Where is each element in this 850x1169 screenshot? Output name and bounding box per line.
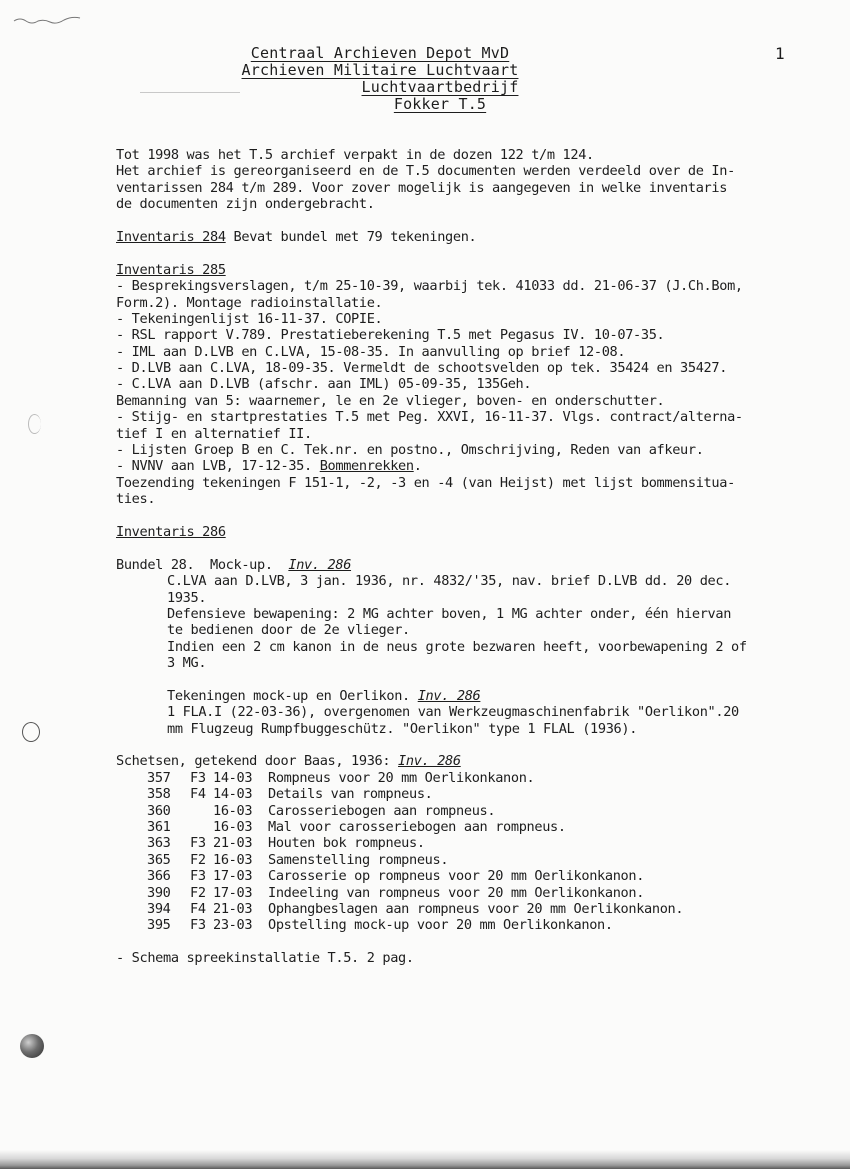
inv285-nvnv-line: - NVNV aan LVB, 17-12-35. Bommenrekken. bbox=[116, 458, 422, 475]
schets-number: 394 bbox=[147, 900, 171, 917]
bundel-detail: Indien een 2 cm kanon in de neus grote bezwaren heeft, voorbewapening 2 of bbox=[167, 638, 747, 655]
intro-line: Tot 1998 was het T.5 archief verpakt in de dozen 122 t/m 124. bbox=[116, 147, 594, 163]
punch-hole bbox=[20, 1034, 44, 1058]
schets-number: 363 bbox=[147, 835, 171, 852]
header-line-1: Centraal Archieven Depot MvD bbox=[250, 44, 510, 62]
punch-hole bbox=[22, 722, 40, 742]
schets-format: F2 bbox=[190, 851, 206, 868]
schets-row bbox=[116, 770, 816, 786]
schets-format: F3 bbox=[190, 769, 206, 786]
schets-description: Carosseriebogen aan rompneus. bbox=[268, 802, 496, 819]
schets-date: 17-03 bbox=[213, 868, 253, 885]
schets-date: 14-03 bbox=[213, 769, 253, 786]
bundel-line: Bundel 28. Mock-up. Inv. 286 bbox=[116, 556, 352, 573]
inv-ref: Inv. 286 bbox=[288, 556, 352, 573]
schets-description: Rompneus voor 20 mm Oerlikonkanon. bbox=[268, 769, 535, 786]
schets-date: 16-03 bbox=[213, 819, 253, 836]
tekeningen-detail: 1 FLA.I (22-03-36), overgenomen van Werkzeugmaschinenfabrik "Oerlikon".20 bbox=[167, 704, 739, 721]
schets-description: Opstelling mock-up voor 20 mm Oerlikonkanon. bbox=[268, 917, 613, 934]
inv285-line: - Lijsten Groep B en C. Tek.nr. en postno., Omschrijving, Reden van afkeur. bbox=[116, 442, 704, 459]
schets-description: Mal voor carosseriebogen aan rompneus. bbox=[268, 819, 566, 836]
schets-number: 360 bbox=[147, 802, 171, 819]
inv285-line: - Besprekingsverslagen, t/m 25-10-39, waarbij tek. 41033 dd. 21-06-37 (J.Ch.Bom, bbox=[116, 278, 743, 295]
schets-row bbox=[116, 786, 816, 802]
schets-format bbox=[177, 819, 213, 835]
schets-description: Carosserie op rompneus voor 20 mm Oerlikonkanon. bbox=[268, 868, 645, 885]
schets-date: 23-03 bbox=[213, 917, 253, 934]
schets-number: 357 bbox=[147, 769, 171, 786]
schets-format: F4 bbox=[190, 786, 206, 803]
inv285-line: - IML aan D.LVB en C.LVA, 15-08-35. In aanvulling op brief 12-08. bbox=[116, 343, 626, 360]
bundel-detail: C.LVA aan D.LVB, 3 jan. 1936, nr. 4832/'35, nav. brief D.LVB dd. 20 dec. bbox=[167, 573, 732, 590]
inventaris-284 bbox=[116, 229, 816, 245]
schets-number: 395 bbox=[147, 917, 171, 934]
schets-row bbox=[116, 819, 816, 835]
inv285-line: tief I en alternatief II. bbox=[116, 425, 312, 442]
schets-row bbox=[116, 868, 816, 884]
inventaris-286-heading: Inventaris 286 bbox=[116, 523, 226, 540]
tekeningen-detail: mm Flugzeug Rumpfbuggeschütz. "Oerlikon" type 1 FLAL (1936). bbox=[167, 720, 638, 737]
bundel-detail: Defensieve bewapening: 2 MG achter boven, 1 MG achter onder, één hiervan bbox=[167, 605, 732, 622]
intro-line: Het archief is gereorganiseerd en de T.5 documenten werden verdeeld over de In- bbox=[116, 163, 735, 180]
inv285-line: - Tekeningenlijst 16-11-37. COPIE. bbox=[116, 310, 383, 327]
schets-description: Houten bok rompneus. bbox=[268, 835, 425, 852]
header-line-4: Fokker T.5 bbox=[393, 95, 487, 113]
schets-number: 361 bbox=[147, 819, 171, 836]
schets-date: 21-03 bbox=[213, 900, 253, 917]
tekeningen-line: Tekeningen mock-up en Oerlikon. Inv. 286 bbox=[167, 687, 481, 704]
header-line-2: Archieven Militaire Luchtvaart bbox=[241, 61, 519, 79]
schets-description: Indeeling van rompneus voor 20 mm Oerlikonkanon. bbox=[268, 884, 645, 901]
schets-date: 16-03 bbox=[213, 802, 253, 819]
schets-format: F4 bbox=[190, 900, 206, 917]
schets-date: 21-03 bbox=[213, 835, 253, 852]
schets-row bbox=[116, 852, 816, 868]
intro-line: ventarissen 284 t/m 289. Voor zover mogelijk is aangegeven in welke inventaris bbox=[116, 179, 728, 196]
inv285-line: - C.LVA aan D.LVB (afschr. aan IML) 05-09-35, 135Geh. bbox=[116, 376, 532, 393]
schetsen-list bbox=[116, 770, 816, 934]
schets-date: 17-03 bbox=[213, 884, 253, 901]
schets-number: 390 bbox=[147, 884, 171, 901]
schema-line: - Schema spreekinstallatie T.5. 2 pag. bbox=[116, 950, 414, 967]
inv285-line: Toezending tekeningen F 151-1, -2, -3 en -4 (van Heijst) met lijst bommensitua- bbox=[116, 474, 735, 491]
inv285-line: - Stijg- en startprestaties T.5 met Peg. XXVI, 16-11-37. Vlgs. contract/alterna- bbox=[116, 409, 743, 426]
bommenrekken-link: Bommenrekken bbox=[319, 458, 414, 475]
inv285-line: - RSL rapport V.789. Prestatieberekening T.5 met Pegasus IV. 10-07-35. bbox=[116, 327, 665, 344]
schets-format: F3 bbox=[190, 917, 206, 934]
schets-row bbox=[116, 885, 816, 901]
inv285-line: Bemanning van 5: waarnemer, le en 2e vlieger, boven- en onderschutter. bbox=[116, 392, 665, 409]
scan-bottom-edge bbox=[0, 1150, 850, 1169]
bundel-detail: 3 MG. bbox=[167, 655, 207, 672]
schets-date: 14-03 bbox=[213, 786, 253, 803]
inventaris-284-text: Bevat bundel met 79 tekeningen. bbox=[225, 228, 477, 245]
inventaris-284-heading: Inventaris 284 bbox=[116, 228, 226, 245]
schets-row bbox=[116, 917, 816, 933]
schetsen-heading: Schetsen, getekend door Baas, 1936: Inv. 286 bbox=[116, 753, 461, 770]
inv285-line: ties. bbox=[116, 491, 156, 508]
page-number: 1 bbox=[775, 44, 785, 63]
punch-hole bbox=[28, 414, 41, 434]
schets-format: F3 bbox=[190, 835, 206, 852]
schets-row bbox=[116, 901, 816, 917]
bundel-detail: te bedienen door de 2e vlieger. bbox=[167, 622, 410, 639]
inv-ref: Inv. 286 bbox=[417, 687, 481, 704]
schets-row bbox=[116, 803, 816, 819]
schets-number: 366 bbox=[147, 868, 171, 885]
schets-row bbox=[116, 835, 816, 851]
inventaris-285-heading: Inventaris 285 bbox=[116, 261, 226, 278]
intro-line: de documenten zijn ondergebracht. bbox=[116, 196, 375, 213]
inv285-line: Form.2). Montage radioinstallatie. bbox=[116, 294, 383, 311]
schets-number: 365 bbox=[147, 851, 171, 868]
inv285-line: - D.LVB aan C.LVA, 18-09-35. Vermeldt de schootsvelden op tek. 35424 en 35427. bbox=[116, 360, 728, 377]
bundel-detail: 1935. bbox=[167, 589, 207, 606]
schets-format bbox=[177, 803, 213, 819]
inv-ref: Inv. 286 bbox=[398, 753, 461, 770]
schets-format: F3 bbox=[190, 868, 206, 885]
schets-number: 358 bbox=[147, 786, 171, 803]
schets-format: F2 bbox=[190, 884, 206, 901]
header-line-3: Luchtvaartbedrijf bbox=[361, 78, 519, 96]
schets-description: Ophangbeslagen aan rompneus voor 20 mm Oerlikonkanon. bbox=[268, 900, 684, 917]
schets-date: 16-03 bbox=[213, 851, 253, 868]
schets-description: Details van rompneus. bbox=[268, 786, 433, 803]
document-body bbox=[116, 147, 816, 967]
schets-description: Samenstelling rompneus. bbox=[268, 851, 449, 868]
handwritten-mark bbox=[12, 13, 82, 25]
